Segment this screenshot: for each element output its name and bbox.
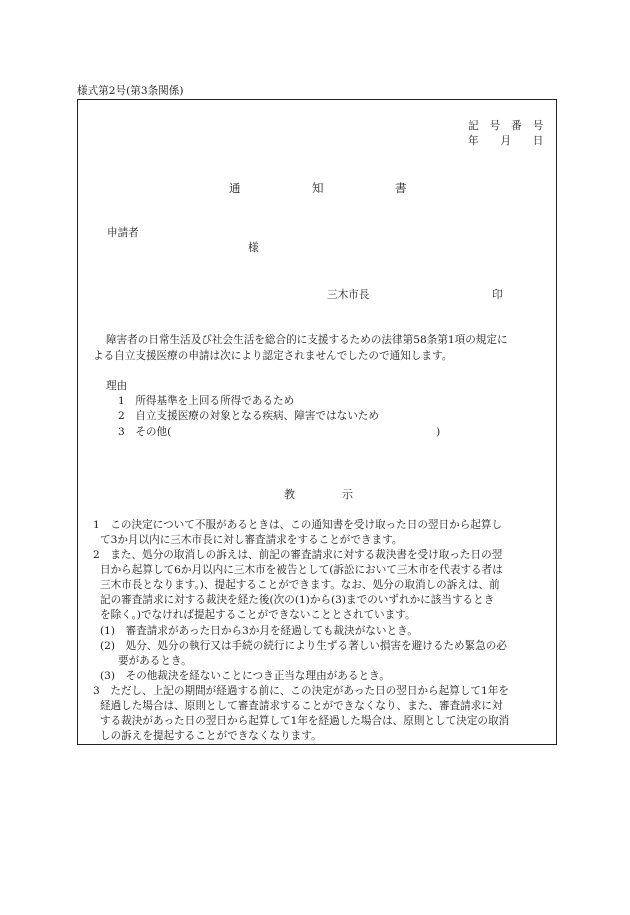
instruction-line: 記の審査請求に対する裁決を経た後(次の(1)から(3)までのいずれかに該当するとき [100,594,495,606]
reason-item-3: 3 その他( ) [118,426,441,438]
instruction-line: 1 この決定について不服があるときは、この通知書を受け取った日の翌日から起算し [93,519,503,531]
issuer-name: 三木市長 [327,289,370,301]
instruction-line: 三木市長となります。)、提起することができます。なお、処分の取消しの訴えは、前 [100,579,500,591]
instruction-title-char-1: 教 [284,488,295,501]
instruction-line: て3か月以内に三木市長に対し審査請求をすることができます。 [100,534,403,546]
applicant-label: 申請者 [107,227,139,239]
title-char-2: 知 [312,181,324,195]
title-char-1: 通 [229,181,241,195]
title-char-3: 書 [395,181,407,195]
document-number-line: 記 号 番 号 [468,120,544,132]
date-line: 年 月 日 [468,135,544,147]
instruction-line: する裁決があった日の翌日から起算して1年を経過した場合は、原則として決定の取消 [100,715,510,727]
body-line-1: 障害者の日常生活及び社会生活を総合的に支援するための法律第58条第1項の規定に [106,334,508,346]
instruction-line: (3) その他裁決を経ないことにつき正当な理由があるとき。 [100,670,390,682]
reason-item-1: 1 所得基準を上回る所得であるため [118,395,295,407]
applicant-honorific: 様 [248,242,259,254]
seal-mark: 印 [492,289,503,301]
instruction-line: を除く。)でなければ提起することができないこととされています。 [100,609,416,621]
reason-item-2: 2 自立支援医療の対象となる疾病、障害ではないため [118,410,379,422]
instruction-line: 経過した場合は、原則として審査請求することができなくなり、また、審査請求に対 [100,700,503,712]
instruction-line: (1) 審査請求があった日から3か月を経過しても裁決がないとき。 [100,625,418,637]
instruction-line: (2) 処分、処分の執行又は手続の続行により生ずる著しい損害を避けるため緊急の必 [100,640,507,652]
body-line-2: よる自立支援医療の申請は次により認定されませんでしたので通知します。 [93,350,453,362]
instruction-line: 要があるとき。 [118,655,192,667]
form-label: 様式第2号(第3条関係) [77,85,184,97]
instruction-line: 2 また、処分の取消しの訴えは、前記の審査請求に対する裁決書を受け取った日の翌 [93,549,503,561]
instruction-line: しの訴えを提起することができなくなります。 [100,730,322,742]
instruction-line: 3 ただし、上記の期間が経過する前に、この決定があった日の翌日から起算して1年を [93,685,509,697]
instruction-title-char-2: 示 [342,488,353,501]
reason-label: 理由 [106,380,128,392]
instruction-line: 日から起算して6か月以内に三木市を被告として(訴訟において三木市を代表する者は [100,564,503,576]
